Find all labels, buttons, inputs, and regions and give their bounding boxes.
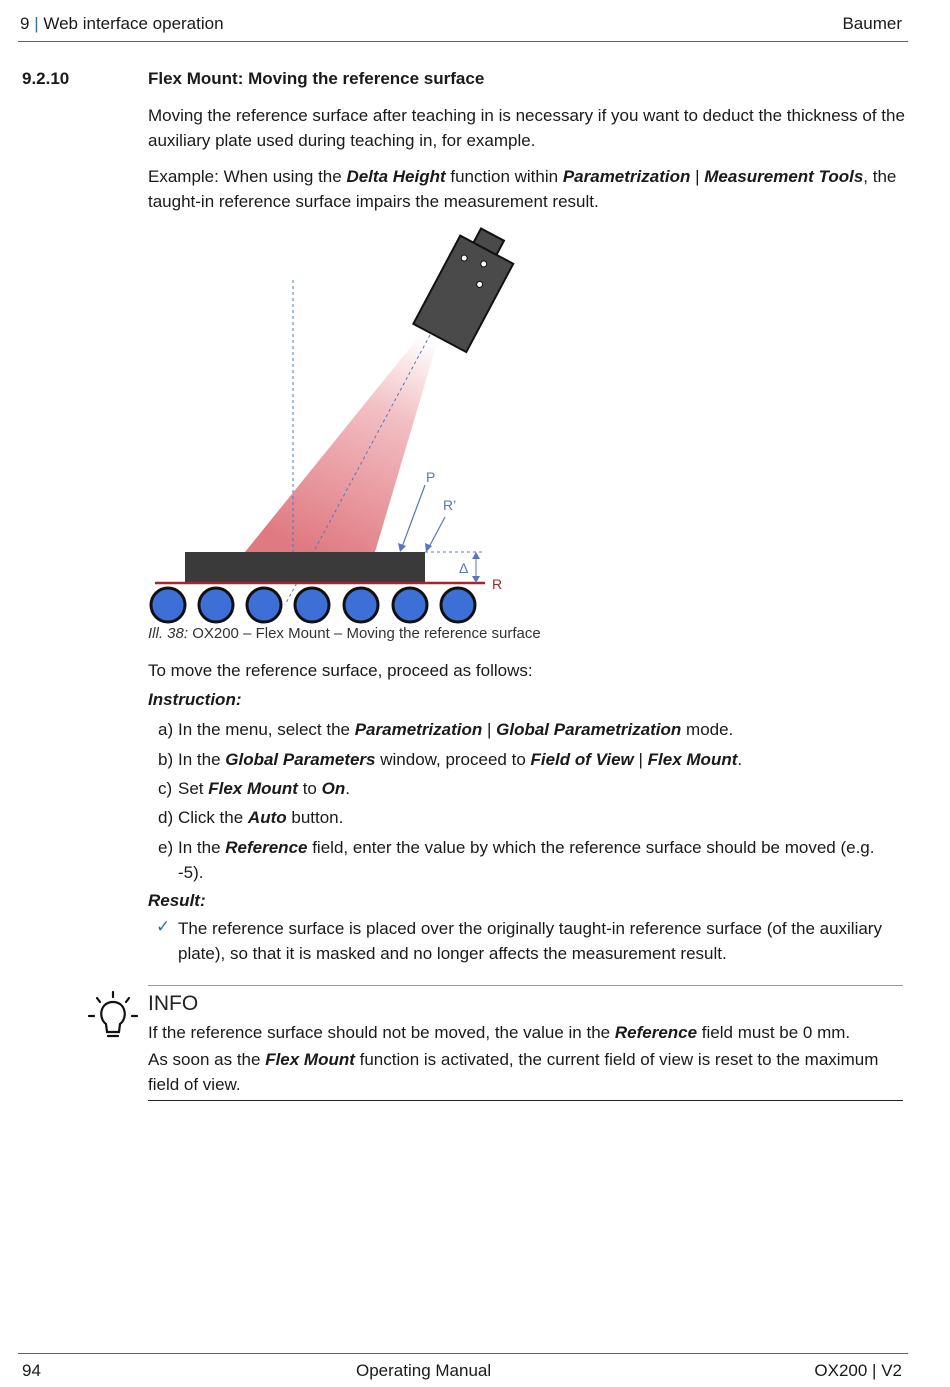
intro-paragraph-1: Moving the reference surface after teaching in is necessary if you want to deduct the thickness of the auxiliary plate used during teaching in, for example. [148,106,905,150]
roller [441,588,475,622]
roller [295,588,329,622]
header-chapter-title: Web interface operation [43,14,224,33]
section-title: Flex Mount: Moving the reference surface [148,69,485,88]
proceed-text: To move the reference surface, proceed as follows: [148,661,533,680]
result-heading: Result: [148,891,206,910]
conveyor-rollers [151,588,475,622]
roller [247,588,281,622]
instruction-step-c: c) Set Flex Mount to On. [158,779,350,798]
instruction-step-e: e) In the Reference field, enter the value by which the reference surface should be moved (e.g. -5). [158,838,875,882]
footer-product: OX200 | V2 [814,1361,902,1380]
figure-caption: Ill. 38: OX200 – Flex Mount – Moving the reference surface [148,625,541,642]
label-delta: Δ [459,560,469,576]
label-r: R [492,576,503,592]
intro-paragraph-2: Example: When using the Delta Height function within Parametrization | Measurement Tools, the taught-in reference surface impairs the measurement result. [148,167,897,211]
info-bottom-rule [148,1100,903,1101]
instruction-step-b: b) In the Global Parameters window, proceed to Field of View | Flex Mount. [158,750,743,769]
footer-page-number: 94 [22,1361,41,1380]
label-r-prime: R’ [443,497,457,513]
label-p: P [426,469,436,485]
info-title: INFO [148,992,199,1015]
laser-beam [245,333,440,552]
header-chapter: 9 | Web interface operation [20,14,224,33]
instruction-step-d: d) Click the Auto button. [158,808,344,827]
instruction-step-a: a) In the menu, select the Parametrization | Global Parametrization mode. [158,720,734,739]
result-text: The reference surface is placed over the originally taught-in reference surface (of the auxiliary plate), so that it is masked and no longer affects the measurement result. [178,919,882,963]
sensor-icon [413,221,520,352]
info-top-rule [148,985,903,986]
info-paragraph-2: As soon as the Flex Mount function is activated, the current field of view is reset to the maximum field of view. [148,1050,879,1094]
info-paragraph-1: If the reference surface should not be moved, the value in the Reference field must be 0 mm. [148,1023,851,1042]
checkmark-icon: ✓ [156,917,171,936]
auxiliary-plate [185,552,425,582]
footer-doc-type: Operating Manual [356,1361,492,1380]
instruction-heading: Instruction: [148,690,242,709]
header-separator: | [34,14,39,33]
header-rule [18,41,908,42]
lightbulb-icon [86,990,140,1042]
flex-mount-illustration [140,215,520,625]
roller [151,588,185,622]
roller [393,588,427,622]
header-brand: Baumer [842,14,902,33]
roller [199,588,233,622]
roller [344,588,378,622]
footer-rule [18,1353,908,1354]
section-number: 9.2.10 [22,69,70,88]
